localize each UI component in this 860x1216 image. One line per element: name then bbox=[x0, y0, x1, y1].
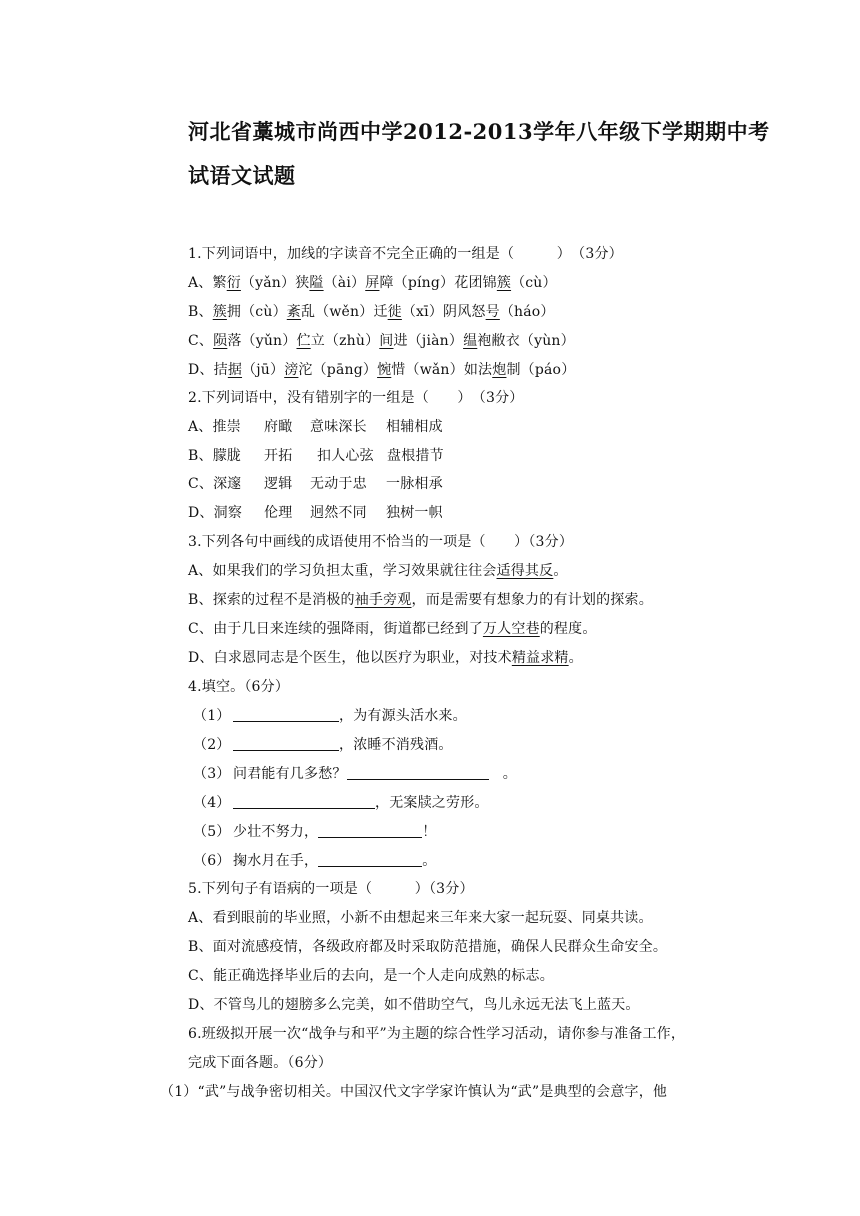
q1-option-b: B、簇拥（cù）紊乱（wěn）迁徙（xī）阴风怒号（háo） bbox=[188, 304, 555, 320]
q2-stem: 2.下列词语中，没有错别字的一组是（ ） （3分） bbox=[188, 390, 524, 406]
q4-stem: 4.填空。（6分） bbox=[188, 679, 290, 695]
fill-blank[interactable] bbox=[318, 823, 422, 838]
q3-option-a: A、如果我们的学习负担太重，学习效果就往往会适得其反。 bbox=[188, 563, 568, 579]
document-title-line-2: 试语文试题 bbox=[188, 163, 296, 188]
q3-option-b: B、探索的过程不是消极的袖手旁观，而是需要有想象力的有计划的探索。 bbox=[188, 592, 653, 608]
q6-stem-line-1: 6.班级拟开展一次“战争与和平”为主题的综合性学习活动，请你参与准备工作， bbox=[188, 1026, 686, 1042]
q5-option-d: D、不管鸟儿的翅膀多么完美，如不借助空气，鸟儿永远无法飞上蓝天。 bbox=[188, 997, 640, 1013]
q3-option-d: D、白求恩同志是个医生，他以医疗为职业，对技术精益求精。 bbox=[188, 650, 583, 666]
q4-item-2: （2） ，浓睡不消残酒。 bbox=[193, 737, 453, 753]
q1-option-a: A、繁衍（yǎn）狭隘（ài）屏障（píng）花团锦簇（cù） bbox=[188, 275, 557, 291]
fill-blank[interactable] bbox=[318, 852, 422, 867]
fill-blank[interactable] bbox=[233, 707, 339, 722]
q2-option-d: D、洞察 伦理 迥然不同 独树一帜 bbox=[188, 505, 443, 521]
document-title-line-1: 河北省藁城市尚西中学2012-2013学年八年级下学期期中考 bbox=[188, 119, 770, 144]
q6-stem-line-2: 完成下面各题。（6分） bbox=[188, 1055, 333, 1071]
q1-option-d: D、拮据（jū）滂沱（pāng）惋惜（wǎn）如法炮制（páo） bbox=[188, 362, 576, 378]
q4-item-3: （3） 问君能有几多愁？ 。 bbox=[193, 766, 518, 782]
q4-item-4: （4） ，无案牍之劳形。 bbox=[193, 795, 489, 811]
q3-option-c: C、由于几日来连续的强降雨，街道都已经到了万人空巷的程度。 bbox=[188, 621, 597, 637]
q3-stem: 3.下列各句中画线的成语使用不恰当的一项是（ ）（3分） bbox=[188, 534, 574, 550]
q2-option-a: A、推崇 府瞰 意味深长 相辅相成 bbox=[188, 419, 443, 435]
q6-sub-question-1: （1）“武”与战争密切相关。中国汉代文字学家许慎认为“武”是典型的会意字，他 bbox=[160, 1084, 668, 1100]
q4-item-1: （1） ，为有源头活水来。 bbox=[193, 708, 467, 724]
q1-stem: 1.下列词语中，加线的字读音不完全正确的一组是（ ） （3分） bbox=[188, 246, 623, 262]
fill-blank[interactable] bbox=[233, 794, 375, 809]
q4-item-6: （6） 掬水月在手， 。 bbox=[193, 853, 437, 869]
q2-option-c: C、深邃 逻辑 无动于忠 一脉相承 bbox=[188, 476, 443, 492]
fill-blank[interactable] bbox=[347, 765, 489, 780]
q2-option-b: B、朦胧 开拓 扣人心弦 盘根措节 bbox=[188, 448, 444, 464]
fill-blank[interactable] bbox=[233, 736, 339, 751]
q5-option-c: C、能正确选择毕业后的去向，是一个人走向成熟的标志。 bbox=[188, 968, 554, 984]
q5-option-a: A、看到眼前的毕业照，小新不由想起来三年来大家一起玩耍、同桌共读。 bbox=[188, 910, 653, 926]
q5-stem: 5.下列句子有语病的一项是（ ）（3分） bbox=[188, 881, 474, 897]
q4-item-5: （5） 少壮不努力， ！ bbox=[193, 824, 437, 840]
q1-option-c: C、陨落（yǔn）伫立（zhù）间进（jiàn）缊袍敝衣（yùn） bbox=[188, 333, 575, 349]
q5-option-b: B、面对流感疫情，各级政府都及时采取防范措施，确保人民群众生命安全。 bbox=[188, 939, 668, 955]
